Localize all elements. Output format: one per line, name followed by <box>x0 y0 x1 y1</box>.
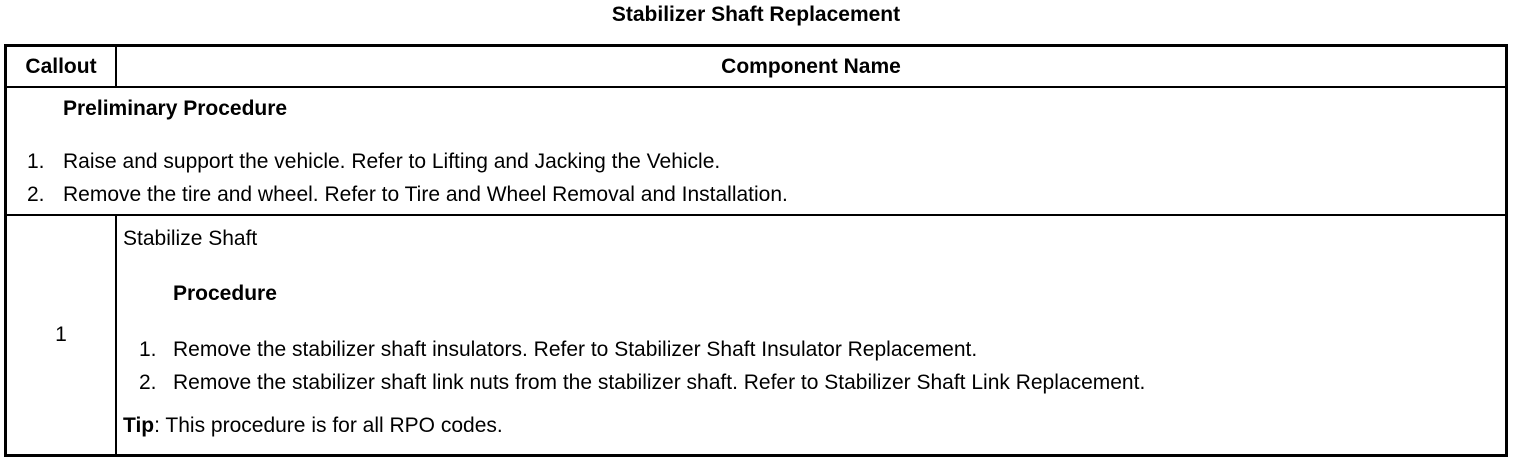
procedure-heading: Procedure <box>173 282 277 305</box>
tip-note <box>123 414 503 438</box>
table-row <box>6 215 1507 456</box>
callout-number: 1 <box>55 323 67 346</box>
step-text: Remove the tire and wheel. Refer to Tire and Wheel Removal and Installation. <box>63 183 788 206</box>
preliminary-cell <box>6 87 1507 215</box>
tip-text: : This procedure is for all RPO codes. <box>154 414 503 437</box>
callout-column-header: Callout <box>6 46 117 88</box>
table-header-row <box>6 46 1507 88</box>
step-text: Raise and support the vehicle. Refer to Lifting and Jacking the Vehicle. <box>63 150 721 173</box>
procedure-table <box>4 44 1508 457</box>
tip-label: Tip <box>123 414 155 437</box>
component-cell <box>116 215 1507 456</box>
step-number: 2. <box>27 183 45 206</box>
step-number: 1. <box>27 150 45 173</box>
step-number: 2. <box>139 371 157 394</box>
component-column-header: Component Name <box>116 46 1507 88</box>
preliminary-row <box>6 87 1507 215</box>
step-text: Remove the stabilizer shaft link nuts from the stabilizer shaft. Refer to Stabilizer Shaft Link Replacement. <box>173 371 1146 394</box>
preliminary-heading: Preliminary Procedure <box>63 97 288 120</box>
step-text: Remove the stabilizer shaft insulators. Refer to Stabilizer Shaft Insulator Replacement. <box>173 338 978 361</box>
step-number: 1. <box>139 338 157 361</box>
document-title: Stabilizer Shaft Replacement <box>611 3 901 26</box>
callout-cell <box>6 215 117 456</box>
component-name: Stabilize Shaft <box>123 227 258 250</box>
